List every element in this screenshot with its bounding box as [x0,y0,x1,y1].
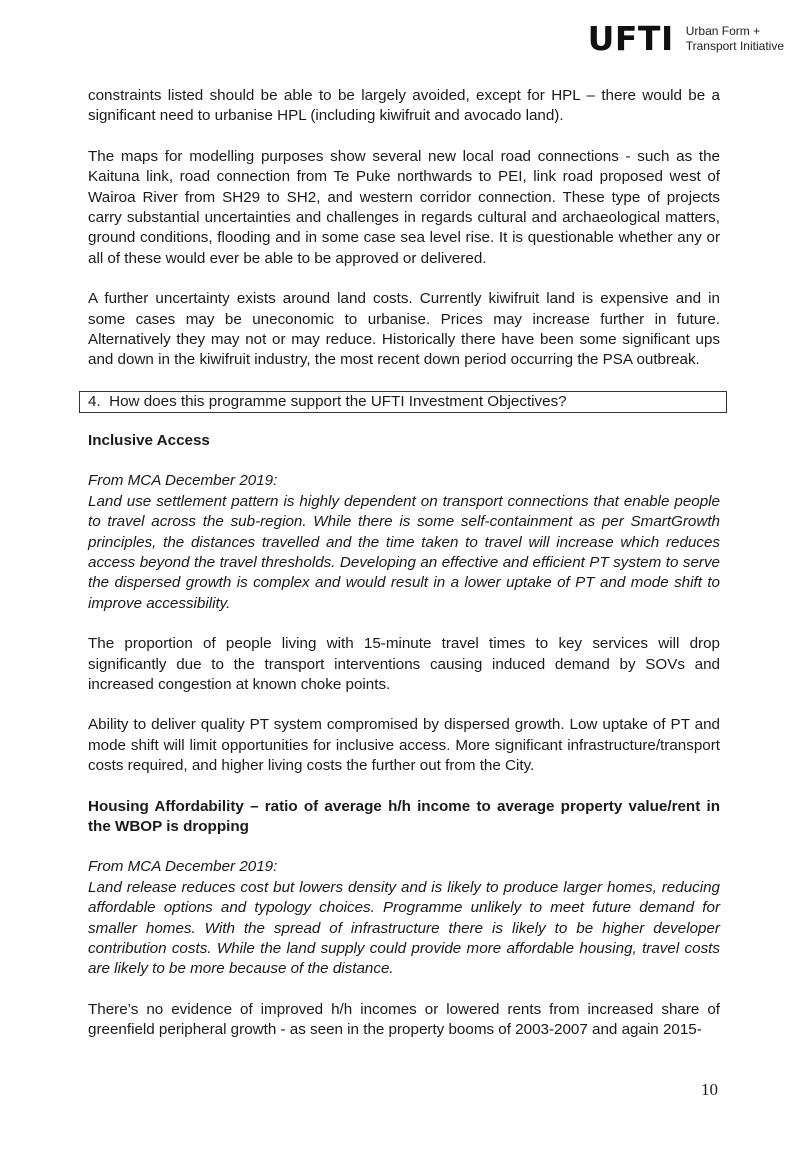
source-label: From MCA December 2019: [88,858,278,876]
page-number: 10 [701,1080,718,1099]
mca-quote: Land use settlement pattern is highly dependent on transport connections that enable people to travel across the sub-region. While there is some self-containment as per SmartGrowth principles, the distances travelled and the time taken to travel will increase which reduces access beyond the travel thresholds. Developing an effective and efficient PT system to serve the dispersed growth is complex and would result in a lower uptake of PT and mode shift to improve accessibility. [88,492,720,612]
paragraph-land-costs: A further uncertainty exists around land costs. Currently kiwifruit land is expensive and in some cases may be uneconomic to urbanise. Prices may increase further in future. Alternatively they may not or may reduce. Historically there have been some significant ups and down in the kiwifruit industry, the most recent down period occurring the PSA outbreak. [88,290,720,369]
question-box [79,391,727,413]
paragraph-pt-system: Ability to deliver quality PT system compromised by dispersed growth. Low uptake of PT and mode shift will limit opportunities for inclusive access. More significant infrastructure/transport costs required, and higher living costs the further out from the City. [88,716,720,775]
source-label: From MCA December 2019: [88,472,278,490]
heading-housing-affordability: Housing Affordability – ratio of average h/h income to average property value/rent in the WBOP is dropping [88,797,720,835]
document-body [88,86,720,1061]
logo-text [686,24,784,54]
paragraph-incomes: There’s no evidence of improved h/h incomes or lowered rents from increased share of greenfield peripheral growth - as seen in the property booms of 2003-2007 and again 2015- [88,1000,720,1039]
logo-line-2: Transport Initiative [685,38,784,53]
logo-mark: UFTI [587,19,674,58]
ufti-logo [587,19,784,58]
heading-inclusive-access: Inclusive Access [88,431,210,449]
mca-quote: Land release reduces cost but lowers density and is likely to produce larger homes, reducing affordable options and typology choices. Programme unlikely to meet future demand for smaller homes. With the spread of infrastructure there is likely to be higher developer contribution costs. While the land supply could provide more affordable housing, travel costs are likely to be more because of the distance. [88,878,720,978]
question-text: How does this programme support the UFTI Investment Objectives? [109,392,567,410]
paragraph-road-connections: The maps for modelling purposes show several new local road connections - such as the Kaituna link, road connection from Te Puke northwards to PEI, link road proposed west of Wairoa River from SH29 to SH2, and western corridor connection. These type of projects carry substantial uncertainties and challenges in regards cultural and archaeological matters, ground conditions, flooding and in some case sea level rise. It is questionable whether any or all of these would ever be able to be approved or delivered. [88,147,720,267]
paragraph-constraints: constraints listed should be able to be largely avoided, except for HPL – there would be a significant need to urbanise HPL (including kiwifruit and avocado land). [88,87,720,125]
question-number: 4. [88,392,101,410]
paragraph-travel-times: The proportion of people living with 15-minute travel times to key services will drop significantly due to the transport interventions causing induced demand by SOVs and increased congestion at known choke points. [88,635,720,693]
logo-line-1: Urban Form + [685,23,761,38]
